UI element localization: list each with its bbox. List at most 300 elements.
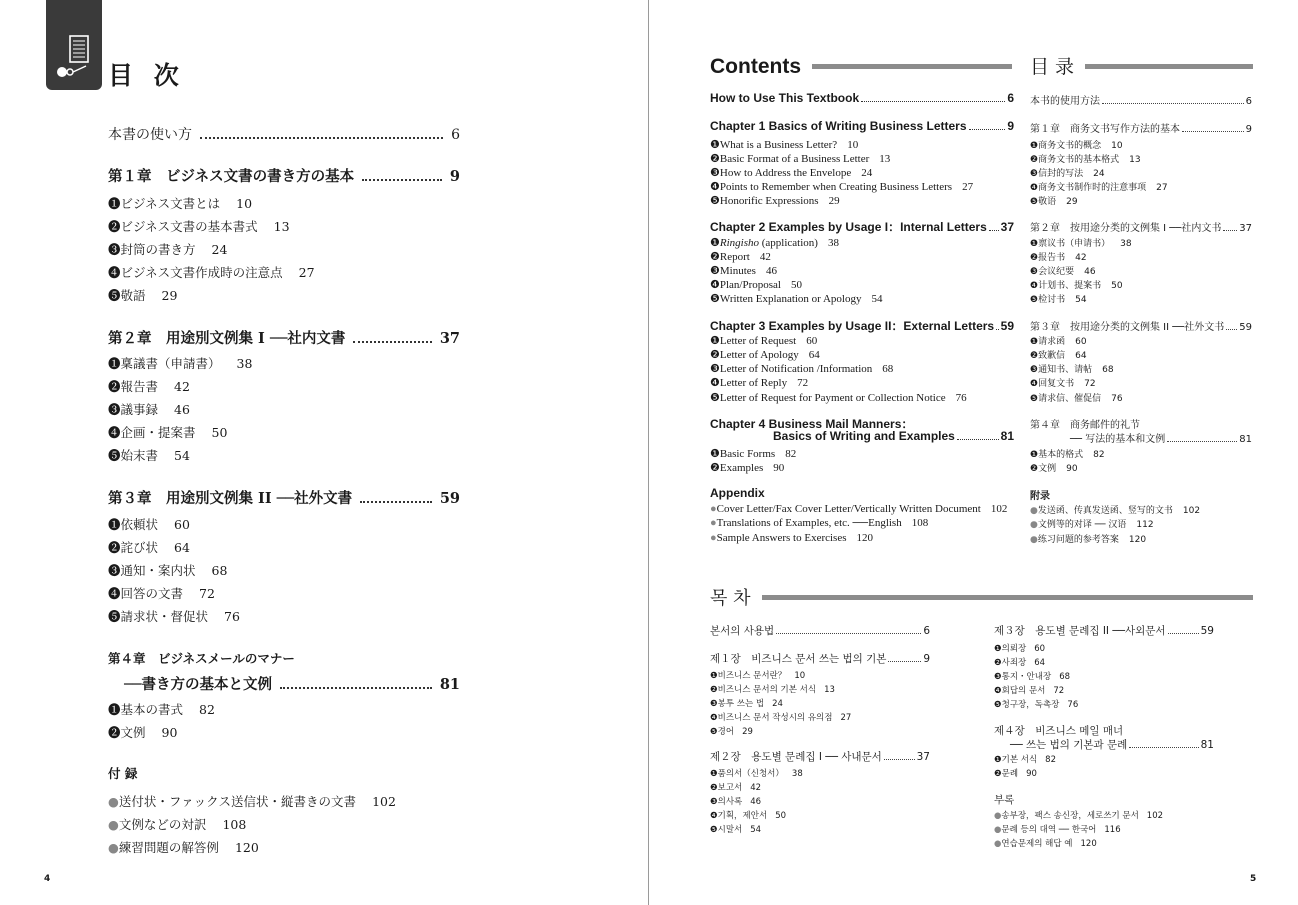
list-item[interactable] [710, 334, 817, 347]
number-icon: ❺ [1030, 197, 1039, 207]
item-text: 文例等的对译 ── 汉语 [1037, 520, 1127, 530]
list-item[interactable] [108, 723, 177, 741]
list-item[interactable] [1030, 447, 1105, 460]
list-item[interactable] [994, 684, 1064, 696]
en-toc-chapter-2[interactable] [710, 218, 1014, 235]
number-icon: ❷ [710, 685, 718, 695]
chapter-page: 81 [1200, 739, 1214, 751]
item-text: 商务文书的概念 [1038, 141, 1102, 151]
item-text: 기본 서식 [1001, 755, 1038, 765]
list-item[interactable] [710, 348, 820, 361]
chapter-label: 第１章 商务文书写作方法的基本 [1030, 124, 1180, 135]
item-page: 72 [797, 377, 809, 389]
number-icon: ❶ [710, 139, 720, 151]
en-toc-chapter-1[interactable] [710, 119, 1014, 133]
list-item[interactable] [710, 725, 753, 737]
number-icon: ❸ [1030, 267, 1039, 277]
number-icon: ❶ [710, 671, 718, 681]
item-text: Examples [719, 462, 764, 474]
item-text: 禀议书（申请书） [1038, 239, 1111, 249]
kr-toc-chapter-3[interactable] [994, 623, 1214, 638]
list-item[interactable] [710, 180, 973, 193]
item-page: 42 [759, 251, 771, 263]
toc-entry-how-to[interactable] [108, 124, 460, 144]
item-page: 27 [1156, 183, 1168, 193]
number-icon: ❸ [994, 672, 1002, 682]
item-text: Letter of Request [719, 335, 797, 347]
item-page: 68 [882, 363, 894, 375]
item-page: 24 [1093, 169, 1105, 179]
list-item[interactable] [710, 683, 835, 695]
contents-heading: Contents [710, 55, 801, 78]
heading-rule [812, 64, 1012, 69]
chapter-page: 37 [916, 751, 930, 763]
list-item[interactable] [1030, 391, 1123, 404]
number-icon: ❺ [710, 392, 720, 404]
chapter-label: Chapter 2 Examples by Usage I：Internal Letters [710, 220, 987, 234]
page-title: 目 次 [108, 61, 185, 90]
leader-dots [884, 759, 915, 760]
item-page: 108 [222, 817, 247, 832]
leader-dots [996, 329, 999, 330]
cn-toc-chapter-4-title[interactable] [1030, 416, 1252, 431]
list-item[interactable] [1030, 264, 1096, 277]
number-icon: ❺ [710, 727, 718, 737]
kr-toc-chapter-4[interactable] [1010, 737, 1214, 752]
chapter-label: 제３장 용도별 문례집 II ──사외문서 [994, 625, 1166, 637]
item-page: 50 [1111, 281, 1123, 291]
item-page: 46 [1084, 267, 1096, 277]
entry-page: 6 [923, 625, 930, 637]
heading-rule [762, 595, 1253, 600]
list-item[interactable] [994, 656, 1045, 668]
number-icon: ❶ [710, 448, 720, 460]
bullet-icon: ● [994, 825, 1002, 835]
list-item[interactable] [1030, 334, 1087, 347]
item-page: 72 [1053, 686, 1065, 696]
item-text: 비즈니스 문서란？ [717, 671, 787, 681]
list-item[interactable] [710, 461, 784, 474]
number-icon: ❹ [108, 425, 121, 440]
list-item[interactable] [710, 532, 873, 544]
item-text: 封筒の書き方 [120, 242, 196, 257]
number-icon: ❶ [108, 517, 121, 532]
chapter-page: 59 [1239, 322, 1252, 333]
item-text: 通知书、请帖 [1038, 365, 1093, 375]
chapter-page: 9 [923, 653, 930, 665]
item-text: 청구장，독촉장 [1001, 700, 1060, 710]
number-icon: ❷ [994, 658, 1002, 668]
page-number-right: 5 [1250, 874, 1257, 884]
leader-dots [280, 687, 432, 689]
item-page: 50 [791, 279, 802, 291]
chapter-page: 9 [1007, 119, 1014, 133]
list-item[interactable] [710, 711, 851, 723]
list-item[interactable] [108, 584, 215, 602]
list-item[interactable] [108, 561, 227, 579]
item-text: 敬語 [120, 288, 146, 303]
list-item[interactable] [994, 670, 1070, 682]
number-icon: ❷ [710, 251, 720, 263]
chapter-page: 81 [439, 676, 460, 693]
chapter-page: 9 [1245, 124, 1252, 135]
item-page: 82 [1093, 450, 1105, 460]
list-item[interactable] [108, 446, 190, 464]
list-item[interactable] [1030, 292, 1087, 305]
item-page: 64 [174, 540, 190, 555]
list-item[interactable] [710, 795, 761, 807]
chapter-label: 제２장 용도별 문례집 I ── 사내문서 [710, 751, 882, 763]
item-text: 信封的写法 [1038, 169, 1084, 179]
item-text: 基本的格式 [1038, 450, 1084, 460]
item-text: 发送函、传真发送函、竖写的文书 [1037, 506, 1173, 516]
toc-chapter-2[interactable] [108, 327, 460, 348]
item-text: 기획，제안서 [717, 811, 768, 821]
list-item[interactable] [108, 700, 215, 718]
item-page: 10 [1111, 141, 1123, 151]
item-text: 送付状・ファックス送信状・縦書きの文書 [118, 794, 357, 809]
item-page: 76 [224, 609, 240, 624]
item-text: 基本の書式 [120, 702, 184, 717]
bullet-icon: ● [994, 811, 1002, 821]
number-icon: ❸ [1030, 169, 1039, 179]
leader-dots [1102, 103, 1244, 104]
item-page: 102 [990, 503, 1008, 515]
item-page: 120 [856, 532, 873, 544]
item-page: 68 [211, 563, 228, 578]
item-page: 82 [1045, 755, 1056, 765]
item-text: Ringisho [719, 237, 759, 249]
item-page: 38 [1120, 239, 1132, 249]
list-item[interactable] [710, 517, 928, 529]
list-item[interactable] [1030, 503, 1200, 516]
list-item[interactable] [710, 138, 858, 151]
toc-chapter-3[interactable] [108, 487, 460, 508]
list-item[interactable] [1030, 138, 1123, 151]
item-page: 46 [174, 402, 190, 417]
toc-chapter-4-title[interactable]: 第４章 ビジネスメールのマナー [108, 651, 295, 666]
number-icon: ❹ [1030, 281, 1039, 291]
leader-dots [362, 179, 442, 181]
number-icon: ❷ [1030, 155, 1039, 165]
item-text: 請求状・督促状 [120, 609, 209, 624]
number-icon: ❶ [108, 702, 121, 717]
item-text: ビジネス文書とは [120, 196, 221, 211]
number-icon: ❷ [710, 783, 718, 793]
list-item[interactable] [710, 781, 761, 793]
list-item[interactable] [1030, 278, 1123, 291]
chapter-label: 第２章 用途別文例集 I ──社内文書 [108, 330, 346, 347]
bullet-icon: ● [1030, 520, 1038, 530]
list-item[interactable] [108, 792, 396, 810]
number-icon: ❶ [710, 237, 720, 249]
kr-toc-how-to[interactable] [710, 623, 930, 638]
toc-chapter-4[interactable] [124, 673, 460, 694]
item-text: Honorific Expressions [719, 195, 819, 207]
list-item[interactable] [108, 354, 252, 372]
list-item[interactable] [108, 240, 227, 258]
bullet-icon: ● [710, 532, 717, 544]
item-text: How to Address the Envelope [719, 167, 852, 179]
item-text-suffix: (application) [761, 237, 818, 249]
number-icon: ❷ [108, 379, 121, 394]
en-toc-how-to[interactable] [710, 91, 1014, 105]
list-item[interactable] [108, 194, 252, 212]
list-item[interactable] [710, 503, 1007, 515]
list-item[interactable] [710, 278, 802, 291]
list-item[interactable] [710, 194, 840, 207]
list-item[interactable] [994, 642, 1045, 654]
cn-toc-chapter-2[interactable] [1030, 219, 1252, 234]
item-text: Plan/Proposal [719, 279, 781, 291]
entry-label: 본서의 사용법 [710, 625, 775, 637]
item-page: 72 [199, 586, 215, 601]
item-text: What is a Business Letter? [719, 139, 838, 151]
item-page: 108 [911, 517, 929, 529]
list-item[interactable] [710, 152, 890, 165]
item-text: 稟議書（申請書） [120, 356, 221, 371]
list-item[interactable] [108, 607, 240, 625]
number-icon: ❺ [710, 195, 720, 207]
bullet-icon: ● [710, 503, 717, 515]
item-page: 29 [828, 195, 840, 207]
list-item[interactable] [710, 767, 803, 779]
list-item[interactable] [710, 823, 761, 835]
appendix-label: Appendix [710, 486, 765, 500]
list-item[interactable] [1030, 362, 1114, 375]
list-item[interactable] [1030, 532, 1146, 545]
kr-toc-chapter-4-title[interactable] [994, 723, 1123, 738]
list-item[interactable] [108, 838, 259, 856]
item-text: Basic Format of a Business Letter [719, 153, 870, 165]
item-page: 10 [847, 139, 859, 151]
number-icon: ❹ [710, 181, 720, 193]
list-item[interactable] [710, 250, 771, 263]
list-item[interactable] [1030, 180, 1168, 193]
en-toc-chapter-4[interactable] [773, 429, 1014, 443]
list-item[interactable] [1030, 194, 1078, 207]
chapter-page: 37 [1239, 223, 1252, 234]
number-icon: ❶ [1030, 239, 1039, 249]
item-page: 13 [273, 219, 290, 234]
list-item[interactable] [994, 698, 1078, 710]
number-icon: ❸ [108, 242, 121, 257]
number-icon: ❹ [994, 686, 1002, 696]
list-item[interactable] [994, 837, 1097, 849]
list-item[interactable] [1030, 376, 1096, 389]
list-item[interactable] [994, 767, 1037, 779]
number-icon: ❹ [108, 586, 121, 601]
leader-dots [1223, 230, 1237, 231]
list-item[interactable] [994, 753, 1056, 765]
document-pen-icon [56, 34, 94, 84]
item-text: 文例などの対訳 [118, 817, 207, 832]
chapter-page: 37 [1000, 220, 1014, 234]
item-page: 42 [174, 379, 190, 394]
item-page: 102 [372, 794, 396, 809]
item-text: 사죄장 [1001, 658, 1027, 668]
list-item[interactable] [108, 515, 190, 533]
item-text: 봉투 쓰는 법 [717, 699, 765, 709]
item-text: 敬语 [1038, 197, 1057, 207]
chapter-page: 59 [1000, 319, 1014, 333]
list-item[interactable] [1030, 461, 1078, 474]
item-page: 60 [806, 335, 818, 347]
item-page: 29 [1066, 197, 1078, 207]
item-text: 回复文书 [1038, 379, 1075, 389]
item-page: 120 [1128, 535, 1147, 545]
leader-dots [1226, 329, 1237, 330]
number-icon: ❸ [710, 167, 720, 179]
item-page: 46 [765, 265, 777, 277]
appendix-label: 부록 [994, 794, 1015, 806]
item-text: 연습문제의 해답 예 [1001, 839, 1073, 849]
item-page: 50 [211, 425, 228, 440]
number-icon: ❹ [108, 265, 121, 280]
number-icon: ❶ [994, 755, 1002, 765]
item-text: Translations of Examples, etc. ──English [716, 517, 902, 529]
list-item[interactable] [710, 292, 883, 305]
item-text: 경어 [717, 727, 735, 737]
list-item[interactable] [710, 447, 796, 460]
item-page: 76 [1111, 394, 1123, 404]
list-item[interactable] [710, 362, 893, 375]
list-item[interactable] [1030, 348, 1087, 361]
list-item[interactable] [1030, 236, 1132, 249]
toc-chapter-1[interactable] [108, 165, 460, 186]
leader-dots [861, 101, 1005, 102]
list-item[interactable] [994, 809, 1163, 821]
item-page: 24 [772, 699, 783, 709]
list-item[interactable] [710, 669, 805, 681]
item-page: 90 [773, 462, 785, 474]
list-item[interactable] [108, 538, 190, 556]
list-item[interactable] [108, 400, 190, 418]
item-page: 120 [234, 840, 259, 855]
leader-dots [1167, 441, 1237, 442]
item-page: 76 [1067, 700, 1079, 710]
item-text: 计划书、提案书 [1038, 281, 1102, 291]
item-text: 비즈니스 문서 작성시의 유의점 [717, 713, 833, 723]
leader-dots [360, 501, 432, 503]
en-toc-chapter-3[interactable] [710, 317, 1014, 334]
item-page: 60 [1034, 644, 1046, 654]
toc-appendix[interactable]: 付 録 [108, 766, 138, 781]
list-item[interactable] [710, 264, 777, 277]
list-item[interactable] [710, 376, 808, 389]
item-text: Letter of Request for Payment or Collection Notice [719, 392, 946, 404]
number-icon: ❺ [108, 448, 121, 463]
item-page: 29 [742, 727, 753, 737]
number-icon: ❹ [710, 377, 720, 389]
item-text: 致歉信 [1038, 351, 1066, 361]
item-text: Points to Remember when Creating Business Letters [719, 181, 953, 193]
cn-toc-chapter-3[interactable] [1030, 318, 1252, 333]
item-text: 文例 [120, 725, 146, 740]
cn-toc-appendix[interactable] [1030, 487, 1252, 502]
list-item[interactable] [108, 377, 190, 395]
cn-contents-heading: 目 录 [1030, 56, 1075, 78]
kr-contents-heading: 목 차 [710, 588, 751, 609]
leader-dots [1129, 747, 1198, 748]
list-item[interactable] [710, 809, 786, 821]
kr-toc-chapter-1[interactable] [710, 651, 930, 666]
page-number-left: 4 [44, 874, 51, 884]
chapter-label: Chapter 1 Basics of Writing Business Letters [710, 119, 967, 133]
number-icon: ❷ [1030, 351, 1039, 361]
list-item[interactable] [710, 391, 967, 404]
item-text: 보고서 [717, 783, 743, 793]
item-page: 82 [785, 448, 797, 460]
cn-toc-chapter-4[interactable] [1070, 430, 1252, 445]
chapter-page: 81 [1000, 429, 1014, 443]
cn-toc-chapter-1[interactable] [1030, 120, 1252, 135]
leader-dots [989, 230, 999, 231]
list-item[interactable] [994, 823, 1121, 835]
chapter-label: 第２章 按用途分类的文例集 I ──社内文书 [1030, 223, 1222, 234]
list-item[interactable] [710, 697, 783, 709]
chapter-label: Chapter 4 Business Mail Manners： [710, 417, 914, 431]
item-text: 文例 [1038, 464, 1057, 474]
item-page: 102 [1182, 506, 1201, 516]
item-page: 29 [161, 288, 178, 303]
item-page: 64 [808, 349, 820, 361]
chapter-tab [46, 0, 102, 90]
item-text: ビジネス文書作成時の注意点 [120, 265, 283, 280]
entry-page: 6 [1245, 96, 1252, 107]
list-item[interactable] [710, 166, 872, 179]
item-page: 54 [1075, 295, 1087, 305]
leader-dots [353, 341, 431, 343]
list-item[interactable] [108, 815, 246, 833]
bullet-icon: ● [108, 794, 119, 809]
number-icon: ❷ [994, 769, 1002, 779]
list-item[interactable] [1030, 166, 1105, 179]
item-page: 38 [791, 769, 803, 779]
list-item[interactable] [1030, 517, 1154, 530]
list-item[interactable] [108, 423, 227, 441]
list-item[interactable] [710, 236, 839, 249]
cn-toc-how-to[interactable] [1030, 92, 1252, 107]
number-icon: ❸ [710, 699, 718, 709]
kr-toc-chapter-2[interactable] [710, 749, 930, 764]
list-item[interactable] [108, 263, 315, 281]
item-text: Report [719, 251, 750, 263]
item-page: 112 [1136, 520, 1154, 530]
leader-dots [1182, 131, 1244, 132]
list-item[interactable] [108, 286, 177, 304]
item-text: Letter of Notification /Information [719, 363, 873, 375]
item-page: 72 [1084, 379, 1096, 389]
list-item[interactable] [1030, 152, 1141, 165]
item-text: 통지・안내장 [1001, 672, 1052, 682]
item-text: 练习问题的参考答案 [1037, 535, 1119, 545]
number-icon: ❶ [108, 356, 121, 371]
number-icon: ❷ [1030, 253, 1039, 263]
item-page: 13 [824, 685, 835, 695]
entry-label: 本书的使用方法 [1030, 96, 1100, 107]
item-text: Sample Answers to Exercises [716, 532, 847, 544]
number-icon: ❺ [710, 825, 718, 835]
list-item[interactable] [1030, 250, 1087, 263]
bullet-icon: ● [994, 839, 1002, 849]
item-text: 请求信、催促信 [1038, 394, 1102, 404]
entry-page: 6 [451, 127, 460, 143]
item-page: 90 [1066, 464, 1078, 474]
en-toc-appendix[interactable] [710, 486, 1014, 500]
kr-toc-appendix[interactable] [994, 792, 1014, 807]
list-item[interactable] [108, 217, 290, 235]
